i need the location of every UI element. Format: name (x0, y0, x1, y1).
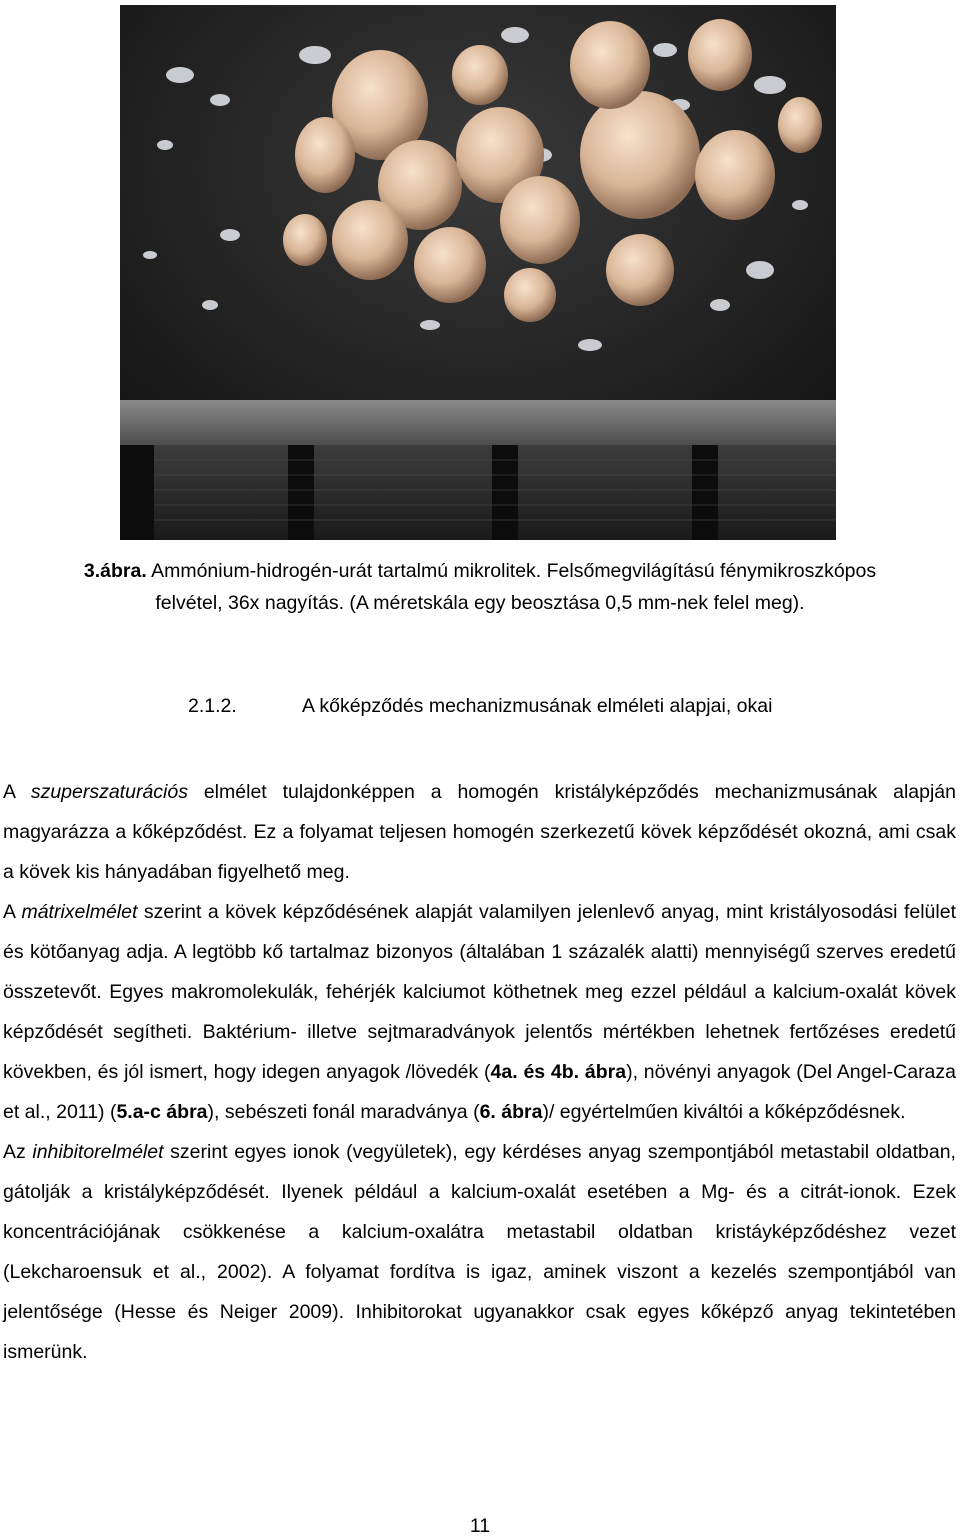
micrograph-photo (120, 5, 836, 540)
p1-start: A (3, 781, 31, 803)
p2-term: mátrixelmélet (21, 901, 138, 923)
micrograph-figure (120, 5, 836, 540)
p1-term: szuperszaturációs (30, 781, 188, 803)
p2-text-4: )/ egyértelműen kiváltói a kőképződésnek. (542, 1101, 906, 1123)
caption-line1: Ammónium-hidrogén-urát tartalmú mikrolitek. Felsőmegvilágítású fénymikroszkópos (146, 560, 877, 582)
p2-text-2: ), növényi anyagok (Del Angel-Caraza et al., 2011) ( (3, 1061, 956, 1123)
figure-ref-4b: és 4b. ábra (523, 1061, 627, 1083)
figure-ref-5: 5.a-c ábra (116, 1101, 208, 1123)
p2-text-3: ), sebészeti fonál maradványa ( (207, 1101, 480, 1123)
caption-label: 3.ábra. (83, 560, 147, 582)
p3-text: szerint egyes ionok (vegyületek), egy kérdéses anyag szempontjából metastabil oldatban, gátolják a kristályképződését. Ilyenek például a kalcium-oxalát esetében a Mg- és a citrát-ionok. Ezek koncentrációjának csökkenése a kalcium-oxalátra metastabil oldatban kristáyképződéshez vezet (Lekcharoensuk et al., 2002). A folyamat fordítva is igaz, aminek viszont a kezelés szempontjából van jelentősége (Hesse és Neiger 2009). Inhibitorokat ugyanakkor csak egyes kőképző anyag tekintetében ismerünk. (3, 1141, 956, 1363)
paragraph-supersaturation (3, 772, 956, 892)
body-text (3, 772, 956, 1372)
section-heading (188, 695, 772, 718)
section-title: A kőképződés mechanizmusának elméleti alapjai, okai (302, 695, 773, 717)
figure-ref-6: 6. ábra (479, 1101, 543, 1123)
p2-text: szerint a kövek képződésének alapját valamilyen jelenlevő anyag, mint kristályosodási felület és kötőanyag adja. A legtöbb kő tartalmaz bizonyos (általában 1 százalék alatti) mennyiségű szerves eredetű összetevőt. Egyes makromolekulák, fehérjék kalciumot köthetnek meg ezzel például a kalcium-oxalát kövek képződését segítheti. Baktérium- illetve sejtmaradványok jelentős mértékben lehetnek fertőzéses eredetű kövekben, és jól ismert, hogy idegen anyagok /lövedék ( (3, 901, 956, 1083)
caption-line2: felvétel, 36x nagyítás. (A méretskála egy beosztása 0,5 mm-nek felel meg). (155, 592, 805, 614)
p1-text: elmélet tulajdonképpen a homogén kristályképződés mechanizmusának alapján magyarázza a kőképződést. Ez a folyamat teljesen homogén szerkezetű kövek képződését okozná, ami csak a kövek kis hányadában figyelhető meg. (3, 781, 956, 883)
p3-term: inhibitorelmélet (32, 1141, 164, 1163)
p2-start: A (3, 901, 22, 923)
p3-start: Az (3, 1141, 33, 1163)
paragraph-matrix (3, 892, 956, 1132)
page-number: 11 (469, 1515, 491, 1537)
paragraph-inhibitor (3, 1132, 956, 1372)
figure-ref-4a: 4a. (490, 1061, 518, 1083)
figure-caption (10, 555, 950, 619)
section-number: 2.1.2. (188, 695, 237, 717)
